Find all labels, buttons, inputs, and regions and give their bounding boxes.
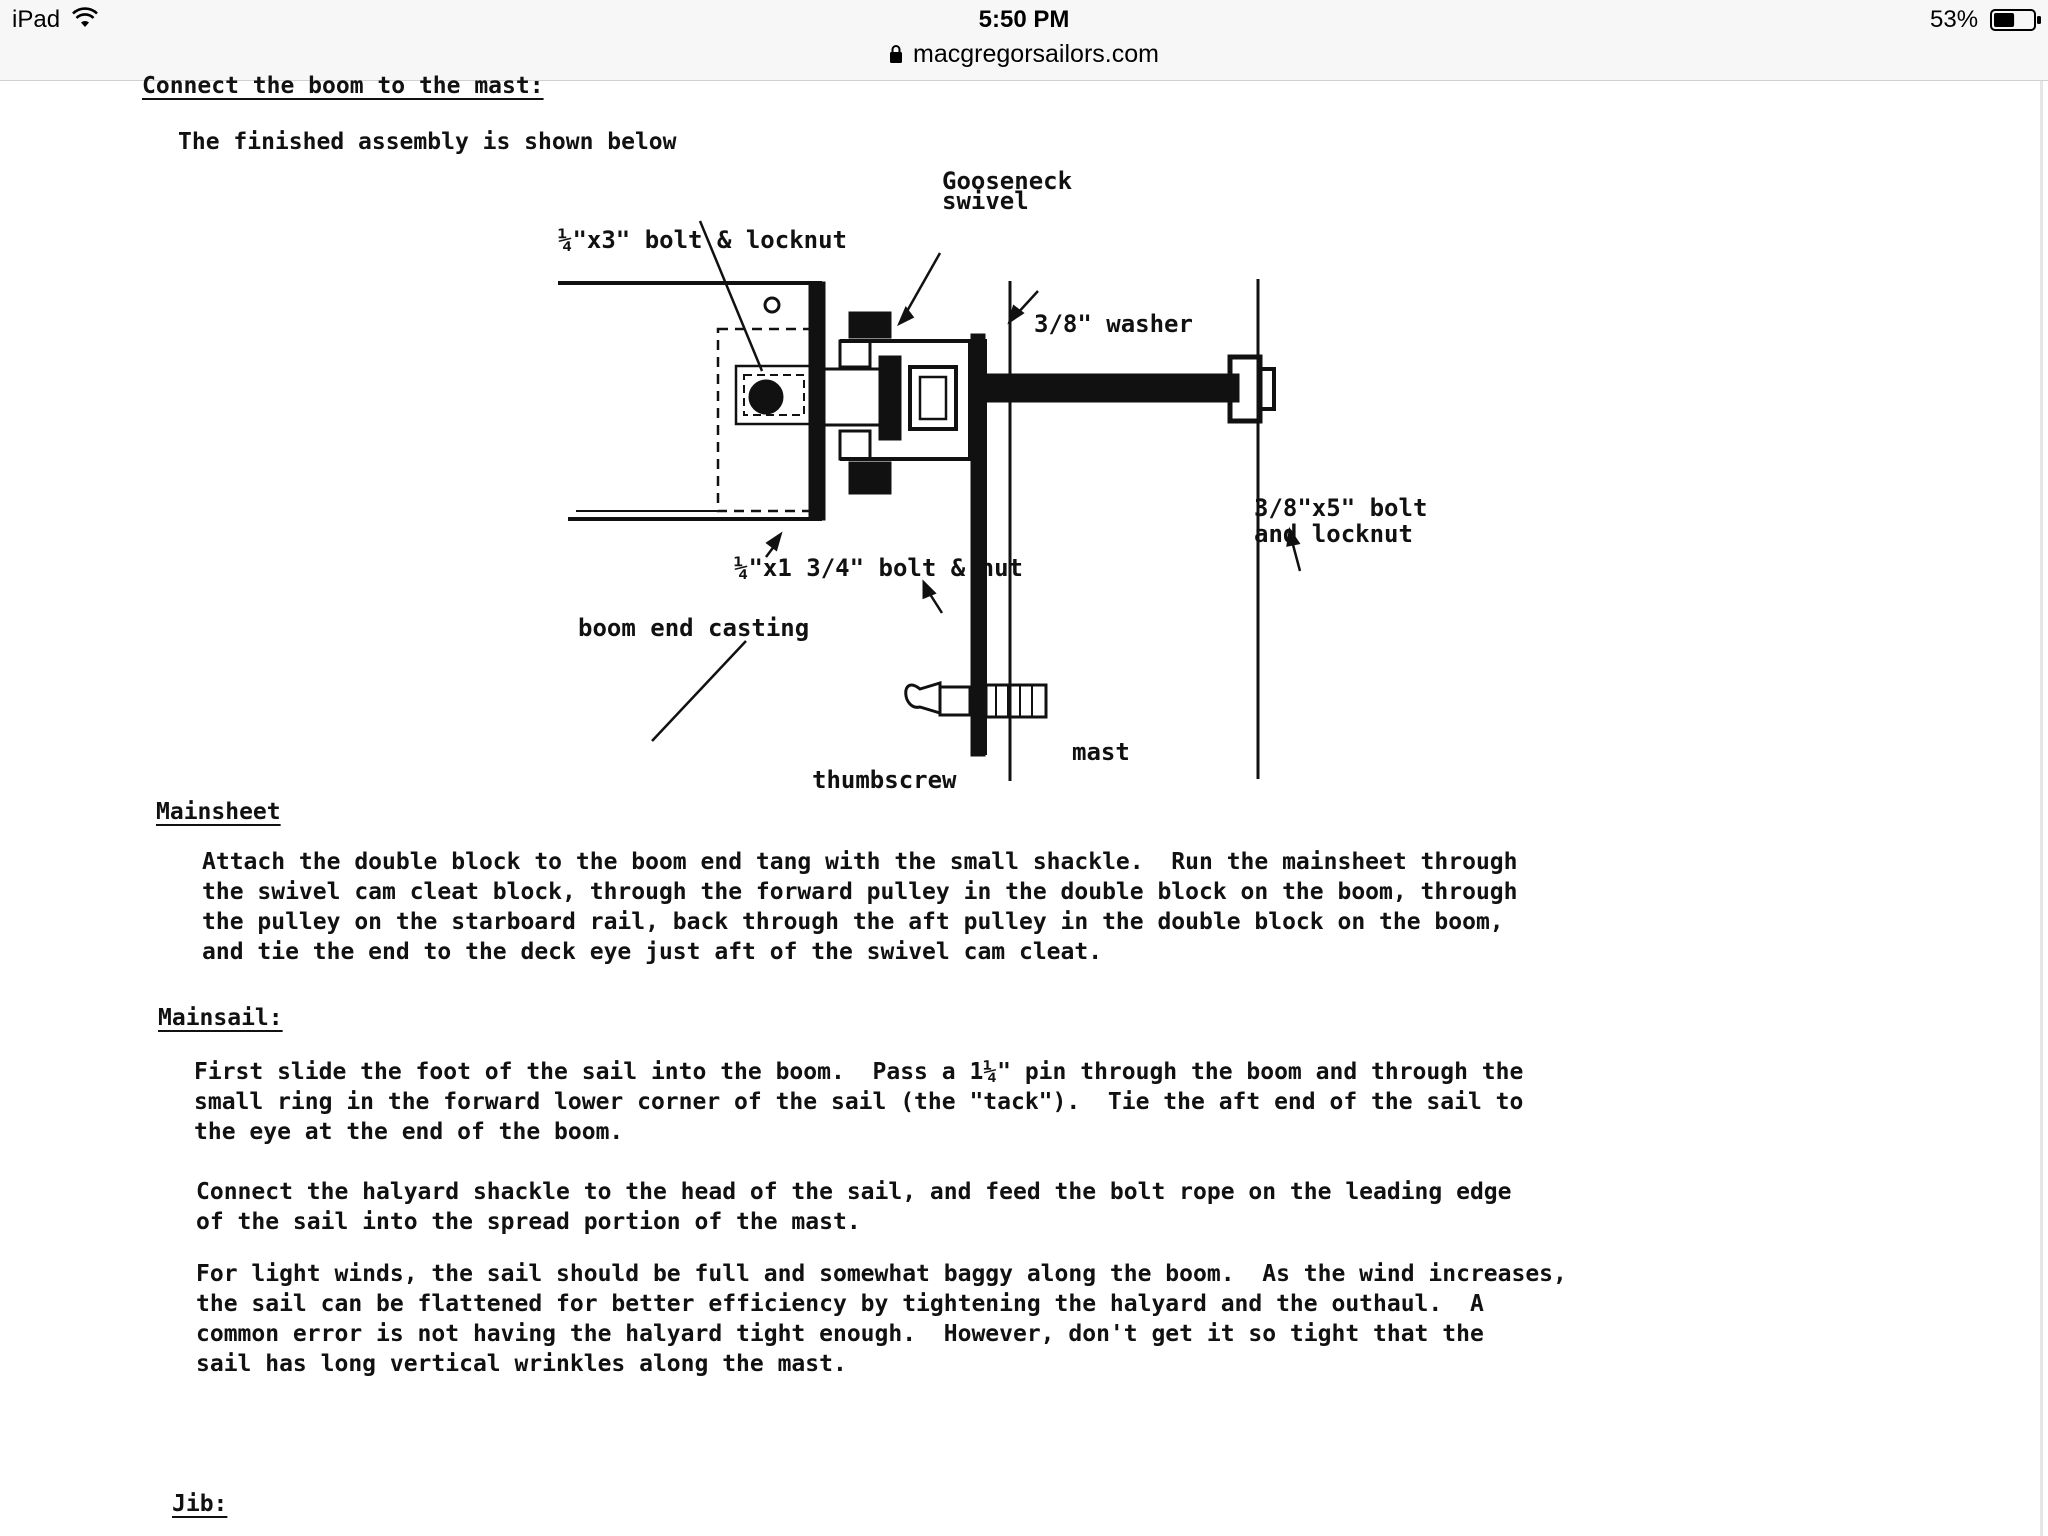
mainsail-paragraph-1: First slide the foot of the sail into the boom. Pass a 1¼" pin through the boom and through the small ring in the forward lower corner of the sail (the "tack"). Tie the aft end of the sail to the eye at the end of the boom. [194,1059,1524,1145]
gooseneck-assembly-diagram [540,181,1320,821]
battery-icon [1990,9,2042,31]
label-washer: 3/8" washer [1034,310,1193,338]
heading-connect-boom: Connect the boom to the mast: [142,73,544,99]
label-mast: mast [1072,738,1130,766]
mainsheet-text: Attach the double block to the boom end tang with the small shackle. Run the mainsheet through the swivel cam cleat block, through the forward pulley in the double block on the boom, through the pulley on the starboard rail, back through the aft pulley in the double block on the boom, and tie the end to the deck eye just aft of the swivel cam cleat. [202,849,1518,965]
label-gooseneck-swivel: Gooseneck swivel [942,167,1073,215]
heading-jib: Jib: [172,1491,228,1517]
heading-mainsheet: Mainsheet [156,799,281,825]
clock: 5:50 PM [978,6,1070,33]
intro-text: The finished assembly is shown below [178,129,677,155]
status-bar [0,0,2048,81]
battery-percent: 53% [1930,6,1979,33]
address-bar[interactable] [0,40,2048,69]
scroll-indicator [2040,81,2043,1536]
document-page [0,73,2048,1536]
device-name: iPad [12,6,61,33]
url-text: macgregorsailors.com [913,40,1159,68]
label-quarter-134-bolt: ¼"x1 3/4" bolt & nut [734,554,1023,582]
label-thumbscrew: thumbscrew [812,766,957,794]
heading-mainsail: Mainsail: [158,1005,283,1031]
mainsail-paragraph-3: For light winds, the sail should be full and somewhat baggy along the boom. As the wind increases, the sail can be flattened for better efficiency by tightening the halyard and the outhaul. A common error is not having the halyard tight enough. However, don't get it so tight that the sail has long vertical wrinkles along the mast. [196,1261,1567,1377]
lock-icon [889,44,903,64]
mainsail-paragraph-2: Connect the halyard shackle to the head of the sail, and feed the bolt rope on the leading edge of the sail into the spread portion of the mast. [196,1179,1512,1235]
label-quarter-3-bolt: ¼"x3" bolt & locknut [558,226,847,254]
label-boom-end-casting: boom end casting [578,614,810,642]
label-38-5-bolt: 3/8"x5" bolt and locknut [1254,494,1428,548]
